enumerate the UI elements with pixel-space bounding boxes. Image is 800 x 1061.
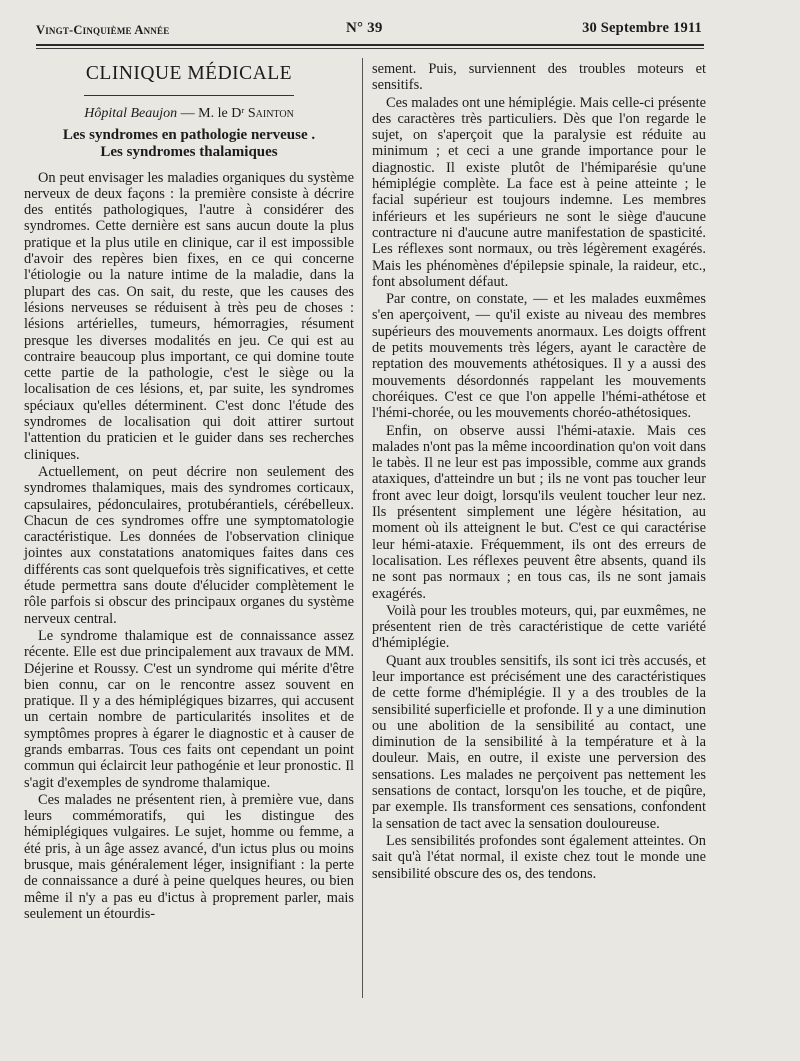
left-column (24, 60, 354, 922)
section-title: CLINIQUE MÉDICALE (85, 63, 293, 84)
subtitle-line-2: Les syndromes thalamiques (100, 144, 278, 161)
paragraph: Enfin, on observe aussi l'hémi-ataxie. Mais ces malades n'ont pas la même incoordination qu'on voit dans le tabès. Il ne leur est pas impossible, comme aux grands ataxiques, d'atteindre un but ; ils ne vont pas toucher leur front avec leur doigt, lorsqu'ils veulent toucher leur nez. Ils présentent simplement une légère hésitation, au moment où ils atteignent le but. C'est ce qui caractérise leur hémi-ataxie. Fréquemment, ils ont des erreurs de localisation. Les réflexes peuvent être absents, quand ils ne sont pas normaux ; en tous cas, ils ne sont jamais exagérés. (372, 422, 706, 602)
paragraph: Les sensibilités profondes sont également atteintes. On sait qu'à l'état normal, il existe chez tout le monde une sensibilité obscure des os, des tendons. (372, 832, 706, 882)
column-divider (362, 58, 363, 998)
paragraph: Actuellement, on peut décrire non seulement des syndromes thalamiques, mais des syndromes corticaux, capsulaires, pédonculaires, protubérantiels, cérébelleux. Chacun de ces syndromes offre une symptomatologie caractéristique. Les données de l'observation clinique jointes aux constatations anatomiques faites dans ces différents cas sont quelquefois très significatives, et cette étude permettra sans doute d'élucider complètement le rôle parfois si obscur des principaux organes du système nerveux central. (24, 463, 354, 627)
page-header (36, 20, 702, 40)
paragraph: On peut envisager les maladies organiques du système nerveux de deux façons : la première consiste à décrire des entités pathologiques, l'autre à considérer des syndromes. Cette dernière est sans aucun doute la plus pratique et la plus utile en clinique, car il est impossible d'avoir des repères bien fixes, en ce qui concerne l'étiologie ou la nature intime de la maladie, dans la plupart des cas. On sait, du reste, que les causes des lésions nerveuses se réduisent à très peu de choses : lésions artérielles, tumeurs, hémorragies, résument presque les diverses modalités en jeu. Ce qui est au contraire beaucoup plus important, ce qui domine toute cette partie de la pathologie, c'est le siège ou la localisation de ces lésions, et, par suite, les syndromes spéciaux qu'elles déterminent. C'est donc l'étude des syndromes de localisation qui doit attirer surtout l'attention du praticien et le guider dans ses recherches cliniques. (24, 169, 354, 463)
issue-number: N° 39 (346, 20, 383, 36)
byline (24, 106, 354, 122)
hospital-name: Hôpital Beaujon (84, 106, 178, 122)
title-underline (84, 95, 294, 96)
subtitle-line-1: Les syndromes en pathologie nerveuse . (62, 126, 316, 143)
paragraph: Voilà pour les troubles moteurs, qui, par euxmêmes, ne présentent rien de très caractéristique de cette variété d'hémiplégie. (372, 602, 706, 652)
header-rule-thin (36, 48, 704, 49)
paragraph: Ces malades ont une hémiplégie. Mais celle-ci présente des caractères très particuliers. Dès que l'on regarde le sujet, on s'aperçoit que la paralysie est réduite au minimum ; et ceci a une grande importance pour le diagnostic. Il existe plutôt de l'hémiparésie qu'une hémiplégie complète. La face est à peine atteinte ; le facial supérieur est toujours indemne. Les membres inférieurs et les supérieurs ne sont le siège d'aucune contracture ni d'aucune autre manifestation de spasticité. Les réflexes sont normaux, ou très légèrement exagérés. Mais les phénomènes d'épilepsie spinale, la raideur, etc., font absolument défaut. (372, 94, 706, 290)
article-subtitle (24, 127, 354, 162)
author-prefix: — M. le Dʳ (180, 106, 245, 122)
paragraph: Le syndrome thalamique est de connaissance assez récente. Elle est due principalement aux travaux de MM. Déjerine et Roussy. C'est un syndrome qui mérite d'être bien connu, car on le rencontre assez souvent en pratique. Il y a des hémiplégiques bizarres, qui accusent un certain nombre de particularités insolites et de symptômes propres à égarer le diagnostic et à causer de grands embarras. Tous ces faits ont cependant un point commun qui éclaircit leur pathogénie et leur pronostic. Il s'agit d'exemples de syndrome thalamique. (24, 627, 354, 791)
paragraph: Par contre, on constate, — et les malades euxmêmes s'en aperçoivent, — qu'il existe au niveau des membres supérieurs des mouvements anormaux. Les doigts offrent de petits mouvements très légers, ayant le caractère de reptation des mouvements athétosiques. Il y a aussi des mouvements désordonnés rappelant les mouvements choréiques. C'est ce que l'on appelle l'hémi-athétose et l'hémi-chorée, ou les mouvements choréo-athétosiques. (372, 291, 706, 422)
volume-year: Vingt-Cinquième Année (36, 23, 170, 37)
header-rule-thick (36, 44, 704, 46)
paragraph: sement. Puis, surviennent des troubles moteurs et sensitifs. (372, 61, 706, 94)
author-name: Sainton (247, 106, 294, 122)
paragraph: Ces malades ne présentent rien, à première vue, dans leurs commémoratifs, qui les distingue des hémiplégiques vulgaires. Le sujet, homme ou femme, a été pris, à un âge assez avancé, d'un ictus plus ou moins brusque, mais généralement léger, insignifiant : la perte de connaissance a duré à peine quelques heures, ou bien même il n'y a pas eu d'ictus à proprement parler, mais seulement un étourdis- (24, 791, 354, 922)
paragraph: Quant aux troubles sensitifs, ils sont ici très accusés, et leur importance est précisément une des caractéristiques de cette forme d'hémiplégie. Il y a des troubles de la sensibilité superficielle et profonde. Il y a une diminution ou une abolition de la sensibilité au contact, une diminution de la sensibilité à la température et à la douleur. Mais, en outre, il existe une perversion des sensations. Les malades ne perçoivent pas nettement les sensations de contact, lorsqu'on les touche, et de piqûre, par exemple. Ils transforment ces sensations, confondent la sensation de tact avec la sensation douloureuse. (372, 652, 706, 832)
right-column (372, 60, 706, 882)
issue-date: 30 Septembre 1911 (582, 20, 702, 36)
